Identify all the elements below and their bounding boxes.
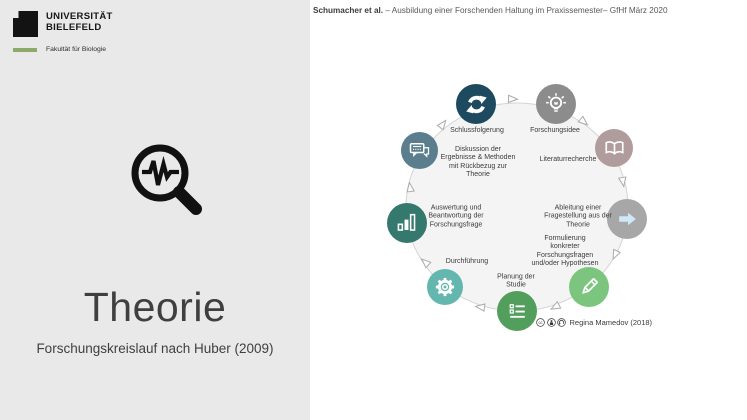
left-panel: [0, 0, 310, 420]
faculty-color-bar: [13, 48, 37, 52]
step-ableitung: [607, 199, 647, 239]
label-auswertung: Auswertung und Beantwortung der Forschungsfrage: [428, 204, 484, 229]
step-forschungsidee: [536, 84, 576, 124]
lightbulb-icon: [543, 91, 569, 117]
university-name-line2: BIELEFELD: [46, 21, 102, 33]
by-icon: [547, 318, 556, 327]
header-authors: Schumacher et al.: [313, 6, 384, 15]
credit-text: Regina Mamedov (2018): [569, 318, 653, 327]
university-name-line1: UNIVERSITÄT: [46, 11, 113, 22]
faculty-name: Fakultät für Biologie: [46, 46, 107, 53]
label-planung: Planung der Studie: [497, 273, 535, 289]
right-panel: [310, 0, 747, 420]
label-diskussion: Diskussion der Ergebnisse & Methoden mit Rückbezug zur Theorie: [440, 146, 516, 179]
label-forschungsidee: Forschungsidee: [530, 126, 580, 134]
cc-icon: [536, 318, 545, 327]
bielefeld-logo-mark: [13, 11, 38, 37]
step-durchfuehrung: [427, 269, 463, 305]
checklist-icon: [505, 299, 530, 324]
pencil-icon: [576, 274, 602, 300]
label-durchfuehrung: Durchführung: [445, 257, 489, 265]
step-auswertung: [387, 203, 427, 243]
slide-title: Theorie: [83, 284, 227, 330]
magnifier-pulse-icon: [120, 140, 208, 222]
chat-icon: [407, 138, 432, 163]
arrow-right-icon: [614, 206, 640, 232]
svg-text:cc: cc: [538, 320, 543, 326]
label-schlussfolgerung: Schlussfolgerung: [450, 126, 504, 134]
label-ableitung: Ableitung einer Fragestellung aus der Theorie: [544, 204, 612, 229]
bar-chart-icon: [394, 210, 420, 236]
sa-icon: [557, 318, 566, 327]
university-logo: [13, 11, 193, 53]
slide-header: [313, 6, 743, 15]
step-formulierung: [569, 267, 609, 307]
research-cycle-diagram: [368, 78, 698, 338]
slide-subtitle: Forschungskreislauf nach Huber (2009): [36, 341, 274, 356]
university-name: [46, 12, 113, 33]
label-formulierung: Formulierung konkreter Forschungsfragen und/oder Hypothesen: [531, 235, 599, 268]
step-planung: [497, 291, 537, 331]
step-diskussion: [401, 132, 438, 169]
cycle-icon: [463, 91, 490, 118]
header-title-rest: – Ausbildung einer Forschenden Haltung im Praxissemester– GfHf März 2020: [383, 6, 668, 15]
license-credit: [536, 318, 652, 327]
label-literaturrecherche: Literaturrecherche: [539, 155, 597, 163]
gear-icon: [433, 275, 457, 299]
step-schlussfolgerung: [456, 84, 496, 124]
